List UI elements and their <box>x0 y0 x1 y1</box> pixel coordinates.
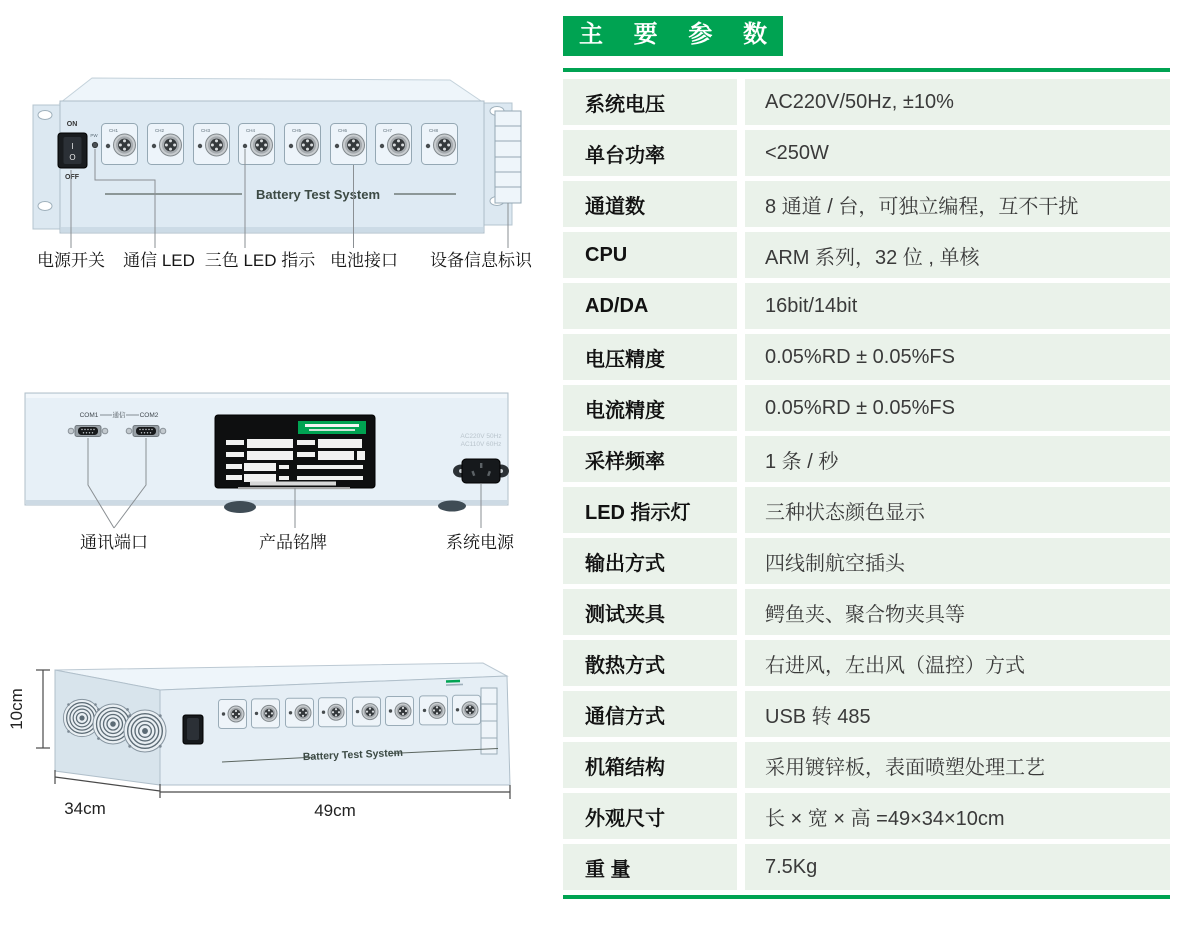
spec-value: <250W <box>745 130 1170 176</box>
channel-label: CH3 <box>201 128 211 133</box>
com-mid-label: 通信 <box>112 412 126 419</box>
spec-value: 右进风，左出风（温控）方式 <box>745 640 1170 686</box>
table-top-rule <box>563 68 1170 72</box>
switch-o-mark: O <box>69 153 76 162</box>
spec-table <box>563 16 1170 899</box>
spec-label: 单台功率 <box>563 130 737 176</box>
table-row <box>563 436 1170 482</box>
channel-label: CH8 <box>429 128 439 133</box>
rear-callouts <box>80 533 515 552</box>
table-row <box>563 130 1170 176</box>
dim-depth-label: 34cm <box>64 799 106 818</box>
channel-label: CH2 <box>155 128 165 133</box>
table-row <box>563 589 1170 635</box>
spec-value: 三种状态颜色显示 <box>745 487 1170 533</box>
spec-value: 长 × 宽 × 高 =49×34×10cm <box>745 793 1170 839</box>
spec-value: 1 条 / 秒 <box>745 436 1170 482</box>
spec-label: 电压精度 <box>563 334 737 380</box>
table-row <box>563 640 1170 686</box>
callout-system-power: 系统电源 <box>446 533 514 552</box>
table-title-badge: 主 要 参 数 <box>563 16 783 56</box>
callout-battery-port: 电池接口 <box>330 251 398 270</box>
spec-label: 外观尺寸 <box>563 793 737 839</box>
com1-label: COM1 <box>79 412 99 419</box>
switch-on-label: ON <box>66 121 78 128</box>
spec-value: 8 通道 / 台，可独立编程，互不干扰 <box>745 181 1170 227</box>
spec-label: 采样频率 <box>563 436 737 482</box>
front-callouts <box>37 251 533 270</box>
table-row <box>563 283 1170 329</box>
channel-label: CH6 <box>338 128 348 133</box>
channel-label: CH5 <box>292 128 302 133</box>
spec-label: 电流精度 <box>563 385 737 431</box>
spec-label: 通道数 <box>563 181 737 227</box>
channel-label: CH1 <box>109 128 119 133</box>
callout-com-ports: 通讯端口 <box>80 533 148 552</box>
device-info-grid <box>495 111 521 203</box>
foot <box>438 501 466 512</box>
spec-value: 0.05%RD ± 0.05%FS <box>745 334 1170 380</box>
dim-width-label: 49cm <box>314 801 356 820</box>
power-note-2: AC110V 60Hz <box>460 441 502 448</box>
table-row <box>563 487 1170 533</box>
callout-nameplate: 产品铭牌 <box>259 533 327 552</box>
table-row <box>563 334 1170 380</box>
callout-tricolor-led: 三色 LED 指示 <box>204 251 316 270</box>
spec-label: 散热方式 <box>563 640 737 686</box>
spec-value: 采用镀锌板，表面喷塑处理工艺 <box>745 742 1170 788</box>
switch-i-mark: I <box>71 142 74 151</box>
channel-label: CH4 <box>246 128 256 133</box>
product-nameplate <box>215 415 375 489</box>
spec-label: 重 量 <box>563 844 737 890</box>
spec-label: 通信方式 <box>563 691 737 737</box>
table-row <box>563 793 1170 839</box>
front-view-image <box>0 56 556 286</box>
table-row <box>563 232 1170 278</box>
spec-value: 7.5Kg <box>745 844 1170 890</box>
table-row <box>563 538 1170 584</box>
spec-label: CPU <box>563 232 737 278</box>
spec-value: 16bit/14bit <box>745 283 1170 329</box>
power-note-1: AC220V 50Hz <box>460 433 502 440</box>
comm-led-label: PW <box>90 133 98 138</box>
device-name-text: Battery Test System <box>255 187 381 202</box>
spec-label: 测试夹具 <box>563 589 737 635</box>
table-bottom-rule <box>563 895 1170 899</box>
table-row <box>563 844 1170 890</box>
table-row <box>563 79 1170 125</box>
spec-value: ARM 系列，32 位 , 单核 <box>745 232 1170 278</box>
table-row <box>563 385 1170 431</box>
perspective-view-image <box>0 636 556 832</box>
table-row <box>563 691 1170 737</box>
foot <box>224 501 256 513</box>
table-row <box>563 742 1170 788</box>
spec-value: USB 转 485 <box>745 691 1170 737</box>
spec-value: 鳄鱼夹、聚合物夹具等 <box>745 589 1170 635</box>
channel-label: CH7 <box>383 128 393 133</box>
spec-label: 输出方式 <box>563 538 737 584</box>
spec-value: 0.05%RD ± 0.05%FS <box>745 385 1170 431</box>
callout-comm-led: 通信 LED <box>123 251 195 270</box>
switch-off-label: OFF <box>65 174 79 181</box>
com2-label: COM2 <box>139 412 159 419</box>
dim-height-label: 10cm <box>7 688 26 730</box>
spec-label: 系统电压 <box>563 79 737 125</box>
front-face <box>160 676 510 785</box>
table-row <box>563 181 1170 227</box>
spec-label: 机箱结构 <box>563 742 737 788</box>
callout-power-switch: 电源开关 <box>37 251 105 270</box>
spec-value: AC220V/50Hz, ±10% <box>745 79 1170 125</box>
front-panel <box>60 101 484 233</box>
rear-view-image <box>0 378 556 568</box>
callout-device-info: 设备信息标识 <box>430 251 532 270</box>
spec-value: 四线制航空插头 <box>745 538 1170 584</box>
spec-label: AD/DA <box>563 283 737 329</box>
brand-logo <box>446 680 460 683</box>
device-name-text: Battery Test System <box>302 746 404 764</box>
spec-label: LED 指示灯 <box>563 487 737 533</box>
